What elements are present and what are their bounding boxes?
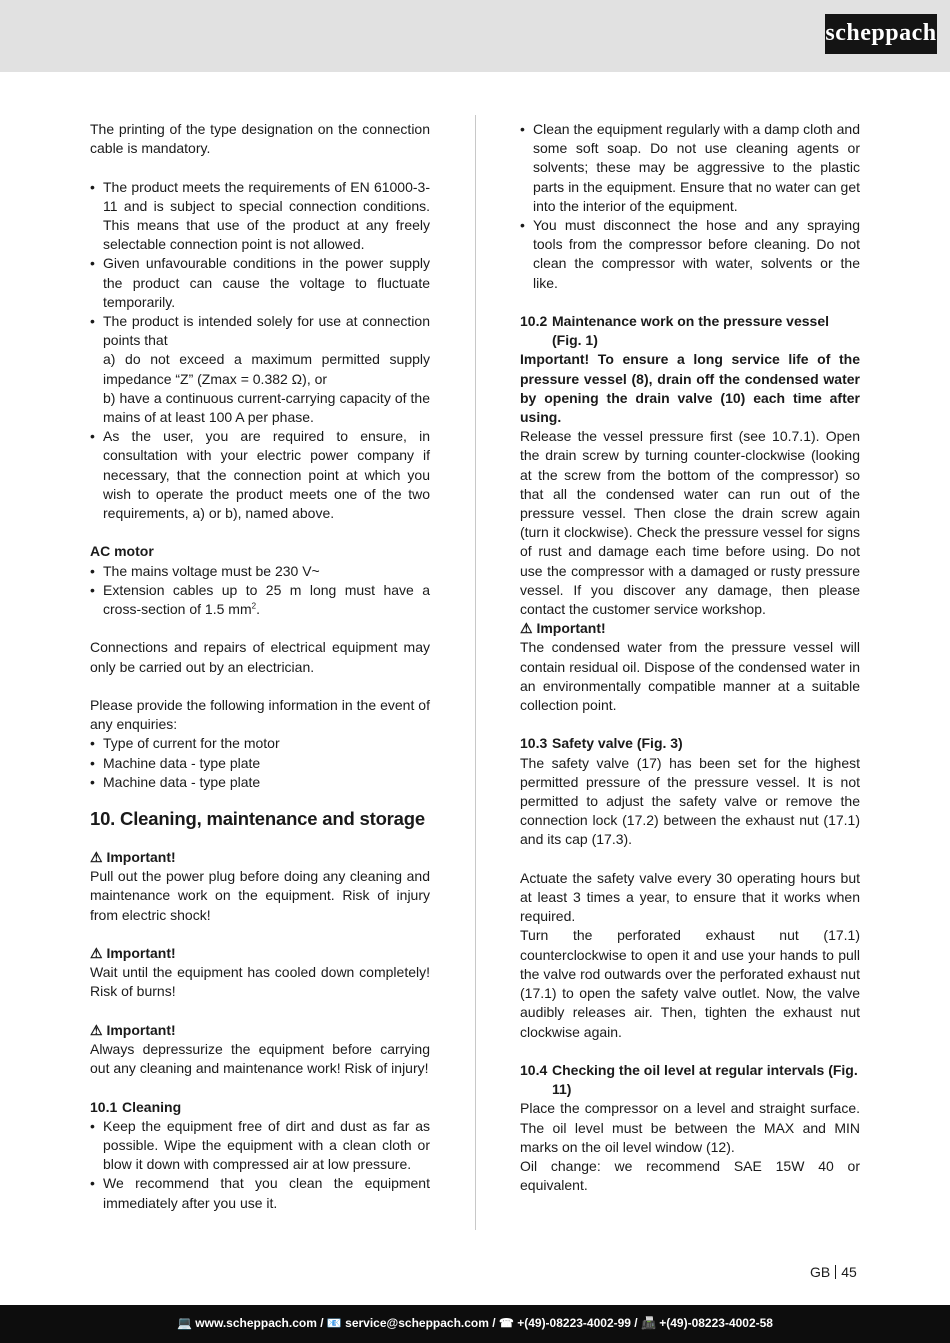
ac-motor-heading: AC motor <box>90 543 154 560</box>
brand-logo: scheppach <box>825 14 937 54</box>
section-number: 10.1 <box>90 1098 118 1115</box>
important-label: ⚠ Important! <box>90 945 176 962</box>
warning-text: The condensed water from the pressure vessel will contain residual oil. Dispose of the condensed water in an environmentally compatible manner at a suitable collection point. <box>520 639 860 714</box>
requirements-list <box>90 178 430 524</box>
contact-line: 💻 www.scheppach.com / 📧 service@scheppach.com / ☎ +(49)-08223-4002-99 / 📠 +(49)-08223-4002-58 <box>177 1316 773 1330</box>
list-item: • Machine data - type plate <box>90 773 430 792</box>
important-notice: Important! To ensure a long service life of the pressure vessel (8), drain off the condensed water by opening the drain valve (10) each time after using. <box>520 351 860 426</box>
safety-valve-paragraph: Turn the perforated exhaust nut (17.1) counterclockwise to open it and use your hands to pull the valve rod outwards over the perforated exhaust nut (17.1) to open the safety valve outlet. Now, the valve audibly releases air. Then, tighten the exhaust nut clockwise again. <box>520 927 860 1040</box>
list-item <box>90 581 430 619</box>
section-10-4-heading <box>520 1061 860 1099</box>
drain-instructions: Release the vessel pressure first (see 10.7.1). Open the drain screw by turning counter-clockwise (looking at the screw from the bottom of the compressor) so that all the condensed water can run out of the pressure vessel. Then close the drain screw again (turn it clockwise). Check the pressure vessel for signs of rust and damage each time before using. Do not use the compressor with a damaged or rusty pressure vessel. If you discover any damage, then please contact the customer service workshop. <box>520 428 860 618</box>
list-item: • Clean the equipment regularly with a damp cloth and some soft soap. Do not use cleaning agents or solvents; these may be aggressive to the plastic parts in the equipment. Ensure that no water can get into the interior of the equipment. <box>520 120 860 216</box>
oil-level-paragraph: Place the compressor on a level and straight surface. The oil level must be between the MAX and MIN marks on the oil level window (12). <box>520 1100 860 1155</box>
right-column <box>520 120 860 1195</box>
list-item-end: . <box>256 601 260 618</box>
safety-valve-paragraph: The safety valve (17) has been set for the highest permitted pressure of the pressure vessel. It is not permitted to adjust the safety valve or remove the connection lock (17.2) between the exhaust nut (17.1) and its cap (17.3). <box>520 754 860 848</box>
intro-paragraph: The printing of the type designation on the connection cable is mandatory. <box>90 121 430 157</box>
important-label: ⚠ Important! <box>520 620 606 637</box>
important-label: ⚠ Important! <box>90 1021 176 1038</box>
list-item: • As the user, you are required to ensure, in consultation with your electric power company if necessary, that the connection point at which you wish to operate the product meets one of the two requirements, a) or b), named above. <box>90 427 430 523</box>
language-code: GB <box>810 1264 831 1280</box>
enquiries-paragraph: Please provide the following information in the event of any enquiries: <box>90 697 430 733</box>
list-item: • The product meets the requirements of EN 61000-3-11 and is subject to special connection conditions. This means that use of the product at any freely selectable connection point is not allowed. <box>90 178 430 255</box>
list-item: • Keep the equipment free of dirt and dust as far as possible. Wipe the equipment with a clean cloth or blow it down with compressed air at low pressure. <box>90 1117 430 1175</box>
list-item-text: The product is intended solely for use at connection points that <box>103 313 430 349</box>
cleaning-list-continued <box>520 120 860 293</box>
list-item: • Type of current for the motor <box>90 734 430 753</box>
section-number: 10.3 <box>520 735 548 752</box>
column-divider <box>475 115 476 1230</box>
enquiry-list <box>90 734 430 792</box>
list-item: • The mains voltage must be 230 V~ <box>90 562 430 581</box>
list-item: • Given unfavourable conditions in the power supply the product can cause the voltage to fluctuate temporarily. <box>90 254 430 312</box>
list-item: • We recommend that you clean the equipment immediately after you use it. <box>90 1174 430 1212</box>
condition-b: b) have a continuous current-carrying capacity of the mains of at least 100 A per phase. <box>103 389 430 426</box>
section-number: 10.4 <box>520 1061 548 1078</box>
list-item-text: Extension cables up to 25 m long must have a cross-section of 1.5 mm <box>103 581 430 618</box>
section-title: Safety valve (Fig. 3) <box>552 735 683 752</box>
section-10-3-heading <box>520 734 860 753</box>
left-column <box>90 120 430 1213</box>
ac-motor-list <box>90 562 430 620</box>
list-item <box>90 312 430 427</box>
section-title: Checking the oil level at regular intervals (Fig. 11) <box>552 1061 858 1098</box>
section-number: 10.2 <box>520 313 548 330</box>
list-item: • Machine data - type plate <box>90 754 430 773</box>
page-number <box>810 1264 857 1280</box>
page-header <box>0 0 950 72</box>
oil-change-paragraph: Oil change: we recommend SAE 15W 40 or equivalent. <box>520 1157 860 1194</box>
section-10-heading: 10. Cleaning, maintenance and storage <box>90 808 425 830</box>
separator <box>835 1265 836 1279</box>
section-title: Maintenance work on the pressure vessel (Fig. 1) <box>552 313 829 349</box>
section-10-2-heading <box>520 312 860 350</box>
superscript: 2 <box>251 601 257 611</box>
section-10-1-heading <box>90 1098 430 1117</box>
connections-paragraph: Connections and repairs of electrical equipment may only be carried out by an electrician. <box>90 639 430 675</box>
section-title: Cleaning <box>122 1098 182 1115</box>
page-footer <box>0 1305 950 1343</box>
safety-valve-paragraph: Actuate the safety valve every 30 operating hours but at least 3 times a year, to ensure that it works when required. <box>520 869 860 925</box>
warning-text: Always depressurize the equipment before carrying out any cleaning and maintenance work! Risk of injury! <box>90 1041 430 1077</box>
condition-a: a) do not exceed a maximum permitted supply impedance “Z” (Zmax = 0.382 Ω), or <box>103 351 430 387</box>
cleaning-list <box>90 1117 430 1213</box>
important-label: ⚠ Important! <box>90 849 176 866</box>
warning-text: Wait until the equipment has cooled down completely! Risk of burns! <box>90 964 430 1000</box>
page-number-value: 45 <box>841 1264 857 1280</box>
warning-text: Pull out the power plug before doing any cleaning and maintenance work on the equipment. Risk of injury from electric shock! <box>90 868 430 923</box>
list-item: • You must disconnect the hose and any spraying tools from the compressor before cleaning. Do not clean the compressor with water, solvents or the like. <box>520 216 860 293</box>
